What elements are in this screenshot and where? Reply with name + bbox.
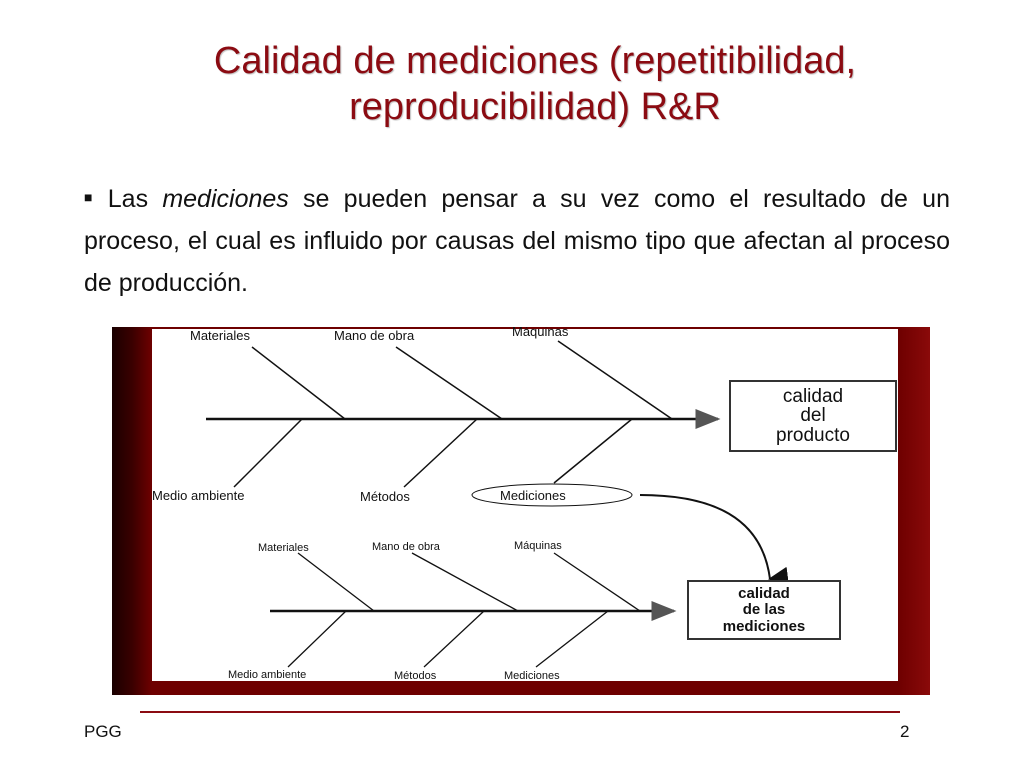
page-number: 2 [900,722,910,741]
top-label-metodos: Métodos [360,489,410,504]
top-label-materiales: Materiales [190,328,250,343]
body-text-start: Las [107,185,163,213]
top-label-mediciones: Mediciones [500,488,566,503]
effect-bottom-line-2: de las [742,601,786,618]
effect-top-line-2: del [800,405,826,426]
bottom-label-mano-obra: Mano de obra [372,541,440,553]
body-text-rest: se pueden pensar a su vez como el resultado de un proceso, el cual es influido por causas del mismo tipo que afectan al proceso de producción. [84,185,950,297]
top-label-mano-obra: Mano de obra [334,328,415,343]
bottom-label-mediciones: Mediciones [504,670,560,682]
effect-bottom-line-1: calidad [738,585,790,602]
bottom-label-maquinas: Máquinas [514,540,562,552]
slide-title-line-2: reproducibilidad) R&R [349,86,721,128]
fishbone-figure [112,327,930,695]
effect-top-line-3: producto [776,425,850,446]
square-bullet-icon: ■ [84,189,100,205]
top-label-medio-ambiente: Medio ambiente [152,488,245,503]
top-label-maquinas: Máquinas [512,327,569,339]
effect-top-line-1: calidad [782,386,844,407]
effect-bottom-line-3: mediciones [722,618,806,635]
figure-frame-left [112,327,152,695]
body-text-emphasis: mediciones [162,185,289,213]
slide-title-line-1: Calidad de mediciones (repetitibilidad, [213,40,857,82]
slide-title [150,38,920,130]
bottom-label-materiales: Materiales [258,542,309,554]
bottom-label-medio-ambiente: Medio ambiente [228,669,307,681]
footer-author: PGG [84,722,122,741]
footer-divider [140,711,900,713]
bottom-label-metodos: Métodos [394,670,437,682]
bullet-paragraph [84,176,950,304]
figure-frame-right [898,327,930,695]
